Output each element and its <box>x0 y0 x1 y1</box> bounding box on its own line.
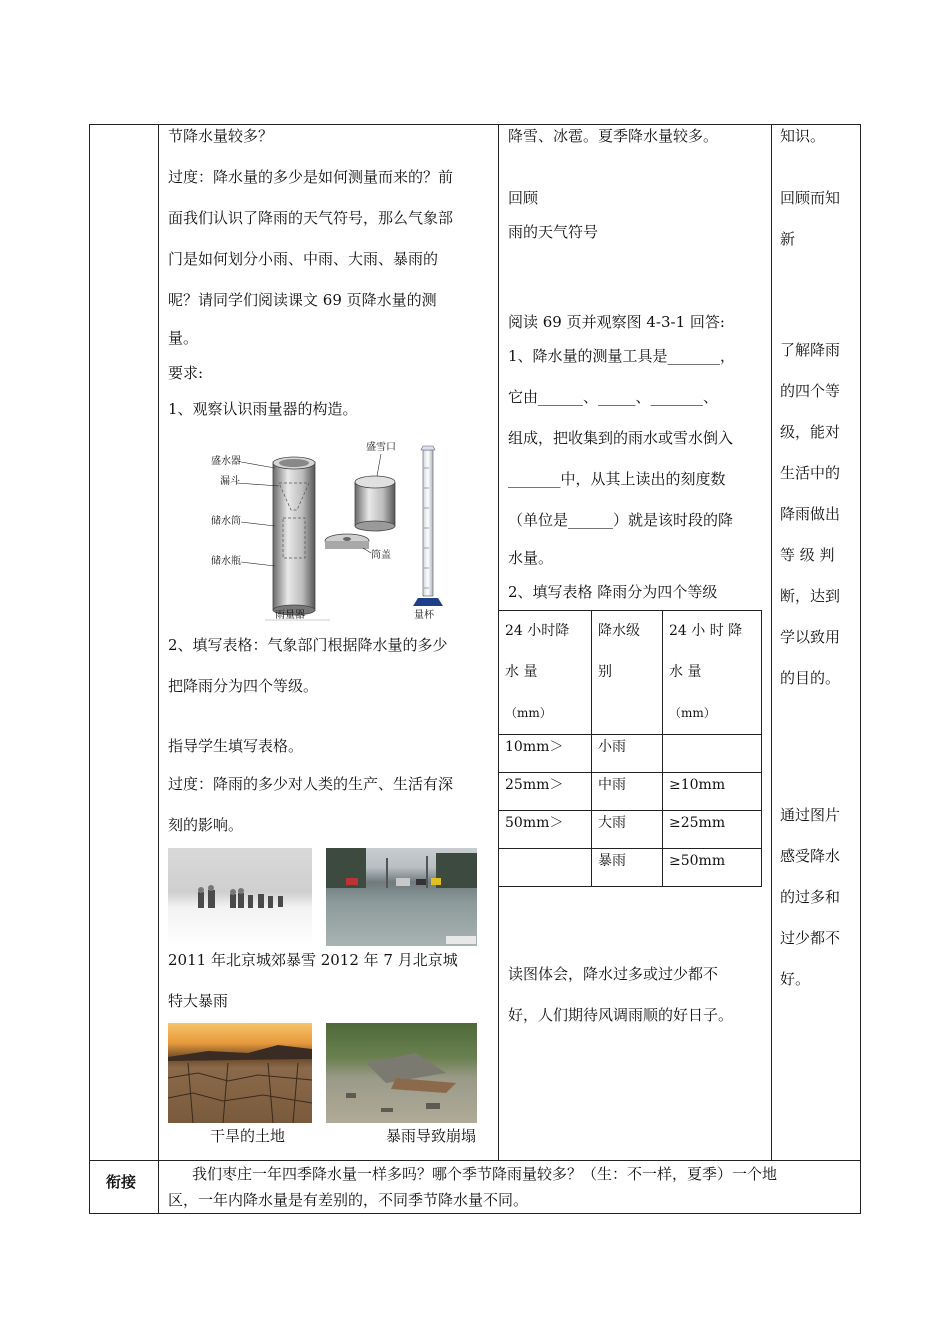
snowstorm-figures <box>168 848 312 946</box>
table-header-cell <box>499 611 592 735</box>
collapse-scene <box>326 1023 477 1123</box>
intent-text-line: 的四个等 <box>780 382 841 400</box>
label-pointer <box>241 562 275 566</box>
student-text-line: 1、降水量的测量工具是_______， <box>508 347 736 365</box>
teacher-activity-column-part3 <box>168 728 498 846</box>
header-line: 降水级 <box>598 623 640 639</box>
student-review-block <box>508 187 768 255</box>
photo-caption-row1: 2011 年北京城郊暴雪 2012 年 7 月北京城 <box>168 951 458 969</box>
table-row <box>499 811 762 849</box>
student-activity-column <box>508 116 768 157</box>
teacher-text-line: 刻的影响。 <box>168 816 244 834</box>
caption-collapse: 暴雨导致崩塌 <box>386 1127 477 1145</box>
label-pointer <box>241 522 275 526</box>
teacher-text-line: 1、观察认识雨量器的构造。 <box>168 400 358 418</box>
table-cell: ≥10mm <box>663 773 762 811</box>
teacher-text-line: 量。 <box>168 329 199 347</box>
table-cell: 50mm＞ <box>499 811 592 849</box>
caption-drought: 干旱的土地 <box>210 1127 286 1145</box>
table-header-row <box>499 611 762 735</box>
student-text-line: 组成，把收集到的雨水或雪水倒入 <box>508 429 734 447</box>
table-cell: ≥50mm <box>663 849 762 887</box>
intent-text-line: 回顾而知 <box>780 189 841 207</box>
footer-text-line2: 区，一年内降水量是有差别的，不同季节降水量不同。 <box>168 1191 529 1209</box>
student-text-line: 水量。 <box>508 549 554 567</box>
header-line: 24 小 时 降 <box>669 623 743 639</box>
intent-text-line: 学以致用 <box>780 628 841 646</box>
table-row <box>499 735 762 773</box>
collapse-photo <box>326 1023 477 1123</box>
intent-text-line: 的过多和 <box>780 888 841 906</box>
rainfall-grade-table <box>498 610 762 887</box>
teacher-text-line: 面我们认识了降雨的天气符号，那么气象部 <box>168 209 454 227</box>
teacher-text-line: 把降雨分为四个等级。 <box>168 677 319 695</box>
intent-text-line: 感受降水 <box>780 847 841 865</box>
student-text-line: 好，人们期待风调雨顺的好日子。 <box>508 1006 734 1024</box>
measuring-cup <box>423 450 433 596</box>
header-line: 24 小时降 <box>505 623 570 639</box>
header-line: 别 <box>598 664 612 680</box>
intent-text-line: 等 级 判 <box>780 546 835 564</box>
intent-grades-block <box>780 330 858 699</box>
label-pointer <box>241 462 275 468</box>
teacher-text-line: 过度：降雨的多少对人类的生产、生活有深 <box>168 775 454 793</box>
table-cell: 中雨 <box>592 773 663 811</box>
diagram-label-rain-gauge: 雨量器 <box>275 610 305 621</box>
table-header-cell <box>663 611 762 735</box>
student-reflection-block <box>508 954 768 1036</box>
table-cell <box>663 735 762 773</box>
header-line: 水 量 <box>505 664 538 680</box>
drought-photo <box>168 1023 312 1123</box>
snow-collector <box>355 482 395 526</box>
header-line: （mm） <box>505 706 552 720</box>
measuring-cup-spout <box>421 446 435 450</box>
student-text-line: （单位是______）就是该时段的降 <box>508 511 734 529</box>
teacher-text-line: 门是如何划分小雨、中雨、大雨、暴雨的 <box>168 250 439 268</box>
table-cell: 25mm＞ <box>499 773 592 811</box>
student-reading-block <box>508 308 768 609</box>
intent-text-line: 的目的。 <box>780 669 841 687</box>
table-header-cell <box>592 611 663 735</box>
footer-text-line1: 我们枣庄一年四季降水量一样多吗？哪个季节降雨量较多？（生：不一样，夏季）一个地 <box>192 1165 778 1183</box>
intent-text-line: 知识。 <box>780 127 826 145</box>
flood-photo <box>326 848 477 946</box>
diagram-label-funnel: 漏斗 <box>220 476 240 487</box>
header-line: 水 量 <box>669 664 702 680</box>
student-text-line: 2、填写表格 降雨分为四个等级 <box>508 583 718 601</box>
student-text-line: 雨的天气符号 <box>508 223 599 241</box>
cylinder-cover-knob <box>343 537 351 541</box>
intent-text-line: 级，能对 <box>780 423 841 441</box>
student-text-line: 读图体会，降水过多或过少都不 <box>508 965 719 983</box>
intent-text-line: 好。 <box>780 970 811 988</box>
teacher-text-line: 2、填写表格：气象部门根据降水量的多少 <box>168 636 448 654</box>
column-divider-3 <box>771 124 772 1160</box>
snow-collector-top <box>355 476 395 488</box>
cylinder-cover-rim <box>325 541 369 549</box>
intent-text-line: 生活中的 <box>780 464 841 482</box>
teacher-activity-column-part2 <box>168 625 498 707</box>
measuring-cup-base <box>413 598 443 606</box>
diagram-label-cover: 筒盖 <box>371 550 391 561</box>
rain-gauge-inner <box>279 459 309 467</box>
intent-photos-block <box>780 795 858 1000</box>
drought-cracks <box>168 1023 312 1123</box>
column-divider-1 <box>158 124 159 1214</box>
diagram-label-collector: 盛水器 <box>211 456 241 467</box>
diagram-label-storage-bottle: 储水瓶 <box>211 556 241 567</box>
photo-caption-row1-cont: 特大暴雨 <box>168 992 229 1010</box>
table-cell: 小雨 <box>592 735 663 773</box>
snow-collector-bottom <box>355 521 395 531</box>
intent-text-line: 断，达到 <box>780 587 841 605</box>
intent-text-line: 新 <box>780 230 796 248</box>
teacher-text-line: 指导学生填写表格。 <box>168 737 304 755</box>
table-cell <box>499 849 592 887</box>
intent-text-line: 降雨做出 <box>780 505 841 523</box>
snowstorm-photo <box>168 848 312 946</box>
table-row <box>499 849 762 887</box>
intent-review-block <box>780 178 858 260</box>
teacher-text-line: 过度：降水量的多少是如何测量而来的？前 <box>168 168 454 186</box>
teacher-text-line: 要求: <box>168 364 204 382</box>
intent-text-line: 通过图片 <box>780 806 841 824</box>
diagram-label-storage-cylinder: 储水筒 <box>211 516 241 527</box>
table-cell: ≥25mm <box>663 811 762 849</box>
teacher-activity-column <box>168 116 498 427</box>
table-cell: 暴雨 <box>592 849 663 887</box>
diagram-label-snow-opening: 盛雪口 <box>366 442 396 453</box>
footer-label: 衔接 <box>106 1173 137 1191</box>
diagram-label-measuring-cup: 量杯 <box>414 610 434 621</box>
teacher-text-line: 呢？请同学们阅读课文 69 页降水量的测 <box>168 291 437 309</box>
student-text-line: _______中，从其上读出的刻度数 <box>508 470 726 488</box>
table-cell: 10mm＞ <box>499 735 592 773</box>
footer-divider <box>89 1160 861 1161</box>
header-line: （mm） <box>669 706 716 720</box>
table-cell: 大雨 <box>592 811 663 849</box>
rain-gauge-diagram <box>205 438 445 623</box>
student-text-line: 它由______、_____、_______、 <box>508 388 719 406</box>
intent-text-line: 了解降雨 <box>780 341 841 359</box>
student-text-line: 回顾 <box>508 189 539 207</box>
student-text-line: 降雪、冰雹。夏季降水量较多。 <box>508 127 719 145</box>
design-intent-column <box>780 116 858 157</box>
table-row <box>499 773 762 811</box>
flood-scene <box>326 848 477 946</box>
student-text-line: 阅读 69 页并观察图 4-3-1 回答: <box>508 313 725 331</box>
intent-text-line: 过少都不 <box>780 929 841 947</box>
teacher-text-line: 节降水量较多？ <box>168 127 274 145</box>
